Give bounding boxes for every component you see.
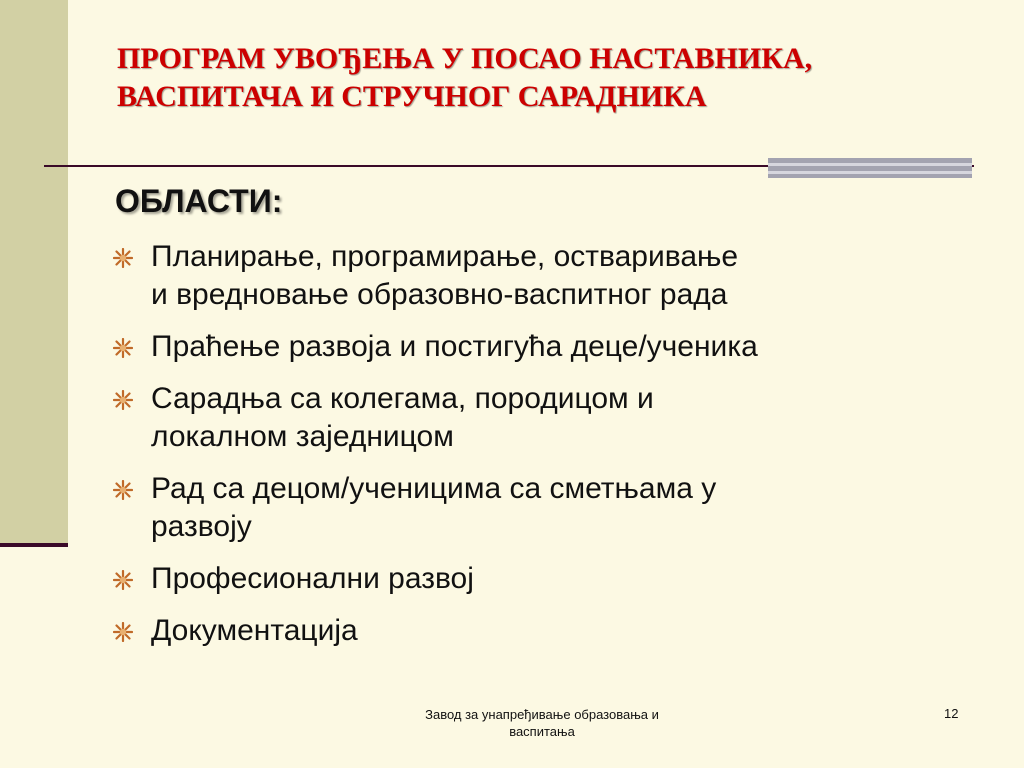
footer-organization-line-1: Завод за унапређивање образовања и (425, 707, 659, 722)
star-burst-icon (113, 622, 133, 642)
left-decorative-band (0, 0, 68, 546)
bullet-text (151, 238, 993, 314)
bullet-line: Професионални развој (151, 562, 474, 595)
star-burst-icon (113, 338, 133, 358)
bullet-line: Документација (151, 614, 358, 647)
bullet-item (113, 612, 993, 650)
page-number: 12 (944, 706, 959, 721)
bullet-line: Праћење развоја и постигућа деце/ученика (151, 330, 758, 363)
bullet-text (151, 560, 993, 598)
bullet-line: и вредновање образовно-васпитног рада (151, 278, 728, 311)
slide-title-line-2: ВАСПИТАЧА И СТРУЧНОГ САРАДНИКА (117, 80, 707, 113)
slide-title (117, 40, 997, 116)
bullet-line: развоју (151, 510, 252, 543)
star-burst-icon (113, 480, 133, 500)
star-burst-icon (113, 570, 133, 590)
bullet-item (113, 380, 993, 456)
star-burst-icon (113, 248, 133, 268)
divider-stripe-block (768, 158, 972, 178)
bullet-text (151, 612, 993, 650)
star-burst-icon (113, 390, 133, 410)
bullet-item (113, 560, 993, 598)
bullet-list (113, 238, 993, 664)
bullet-item (113, 238, 993, 314)
bullet-text (151, 328, 993, 366)
bullet-text (151, 470, 993, 546)
bullet-line: Рад са децом/ученицима са сметњама у (151, 472, 717, 505)
bullet-line: Сарадња са колегама, породицом и (151, 382, 654, 415)
left-band-underline (0, 543, 68, 547)
bullet-text (151, 380, 993, 456)
slide-title-line-1: ПРОГРАМ УВОЂЕЊА У ПОСАО НАСТАВНИКА, (117, 42, 813, 75)
bullet-line: Планирање, програмирање, остваривање (151, 240, 739, 273)
bullet-line: локалном заједницом (151, 420, 454, 453)
bullet-item (113, 328, 993, 366)
footer-organization-line-2: васпитања (509, 724, 575, 739)
bullet-item (113, 470, 993, 546)
footer-organization (402, 706, 682, 740)
section-heading: ОБЛАСТИ: (115, 183, 283, 219)
